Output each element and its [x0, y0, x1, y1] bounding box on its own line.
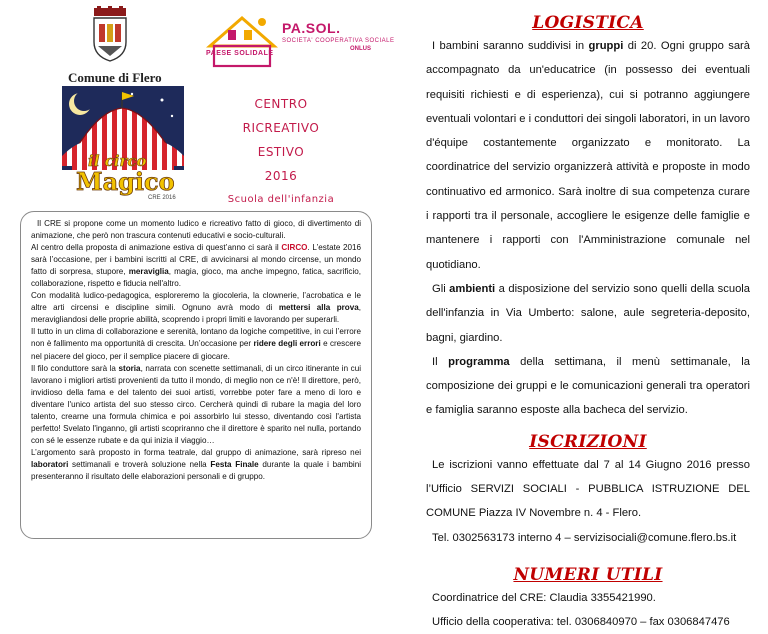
logistica-paragraph-1: I bambini saranno suddivisi in gruppi di 20. Ogni gruppo sarà accompagnato da un'educatrice (in possesso dei eventuali requisiti richiesti e di esperienza), cui si potranno aggiungere eventuali volontari e i conduttori dei singoli laboratori, in un lavoro d'équipe costantemente organizzato e monitorato. La coordinatrice del servizio organizzerà attività e proposte in modo continuativo ed armonico. Sarà inoltre di sua competenza curare i rapporti tra il personale, accogliere le esigenze delle famiglie e mantenere i rapporti con l'Amministrazione comunale nel quotidiano. — [426, 40, 751, 271]
numeri-line-1: Coordinatrice del CRE: Claudia 3355421990. — [432, 591, 656, 604]
comune-name: Comune di Flero — [68, 70, 162, 85]
pasol-badge: PAESE SOLIDALE — [206, 50, 274, 57]
centro-line-4: Scuola dell'infanzia — [227, 194, 335, 205]
numeri-line-2: Ufficio della cooperativa: tel. 0306840970 – fax 0306847476 — [432, 615, 730, 628]
centro-title — [216, 92, 346, 212]
pasol-name: PA.SOL. — [282, 20, 341, 36]
logistica-paragraph-3: Il programma della settimana, il menù settimanale, la composizione dei gruppi e le comunicazioni generali tra operatori e famiglia saranno esposte alla bacheca del servizio. — [426, 355, 750, 417]
comune-crest-icon — [92, 6, 128, 62]
pasol-subtitle: SOCIETA' COOPERATIVA SOCIALE — [282, 38, 395, 44]
iscrizioni-tel: Tel. 0302563173 interno 4 – servizisociali@comune.flero.bs.it — [432, 531, 737, 544]
box-paragraph-1: Il CRE si propone come un momento ludico e ricreativo fatto di gioco, di divertimento di animazione, che però non trascura contenuti educativi e socio-culturali. — [31, 219, 361, 241]
pasol-onlus: ONLUS — [350, 46, 371, 52]
box-paragraph-2: Al centro della proposta di animazione estiva di quest’anno ci sarà il CIRCO. L’estate 2016 sarà l’occasione, per i bambini iscritti al CRE, di avvicinarsi al mondo circense, un mondo fatto di sorpresa, stupore, meraviglia, magia, gioco, ma anche impegno, fatica, sacrificio, collaborazione, rispetto e fiducia nell'altro. — [31, 243, 362, 289]
box-paragraph-5: Il filo conduttore sarà la storia, narrata con scenette settimanali, di un circo itinerante in cui lavorano i migliori artisti provenienti da tutto il mondo, di meglio non ce n'è! Il direttore, però, invidioso della fama e del talento dei suoi artisti, vorrebbe poter fare a meno di loro e diventare l'unico artista del suo stesso circo. Cercherà quindi di rubare la magia del loro talento, crearne una formula chimica e poi assorbirlo lui stesso, diventando così l'artista perfetto! Svelato l'inganno, gli artisti scopriranno che il direttore è sparito nel nulla, portando con sé le essenze rubate e da qui inizia il viaggio… — [31, 363, 362, 445]
circus-illustration — [62, 86, 184, 202]
description-box — [20, 211, 372, 539]
box-paragraph-6: L’argomento sarà proposto in forma teatrale, dal gruppo di animazione, sarà ripreso nei laboratori settimanali e troverà soluzione nella Festa Finale durante la quale i bambini presenteranno il risultato delle elaborazioni personali e di gruppo. — [31, 447, 361, 481]
centro-line-3: 2016 — [264, 169, 298, 183]
box-paragraph-3: Con modalità ludico-pedagogica, esploreremo la giocoleria, la clownerie, l’acrobatica e le altre arti circensi e discipline simili. Ognuno avrà modo di mettersi alla prova, meravigliandosi delle proprie abilità, scoprendo i propri limiti e lavorando per superarli. — [31, 291, 362, 325]
numeri-heading: NUMERI UTILI — [513, 564, 663, 585]
logistica-paragraph-2: Gli ambienti a disposizione del servizio sono quelli della scuola dell'infanzia in Via Umberto: salone, aule segreteria-deposito, bagni, giardino. — [426, 282, 750, 344]
box-paragraph-4: Il tutto in un clima di collaborazione e serenità, lontano da logiche competitive, in cui l’errore non è fallimento ma opportunità di crescita. Un’occasione per ridere degli errori e crescere nel piacere del gioco, per il semplice piacere di giocare. — [31, 327, 361, 361]
iscrizioni-text: Le iscrizioni vanno effettuate dal 7 al 14 Giugno 2016 presso l’Ufficio SERVIZI SOCIALI - PUBBLICA ISTRUZIONE DEL COMUNE Piazza IV Novembre n. 4 - Flero. — [426, 458, 750, 520]
circus-label: CRE 2016 — [148, 195, 176, 201]
circus-title-1: il circo — [88, 152, 147, 170]
circus-title-2: Magico — [76, 167, 175, 196]
centro-line-1: CENTRO RICREATIVO — [242, 97, 320, 135]
right-column — [426, 0, 750, 634]
centro-line-2: ESTIVO — [257, 145, 305, 159]
iscrizioni-heading: ISCRIZIONI — [529, 431, 647, 452]
logistica-heading: LOGISTICA — [532, 13, 644, 33]
